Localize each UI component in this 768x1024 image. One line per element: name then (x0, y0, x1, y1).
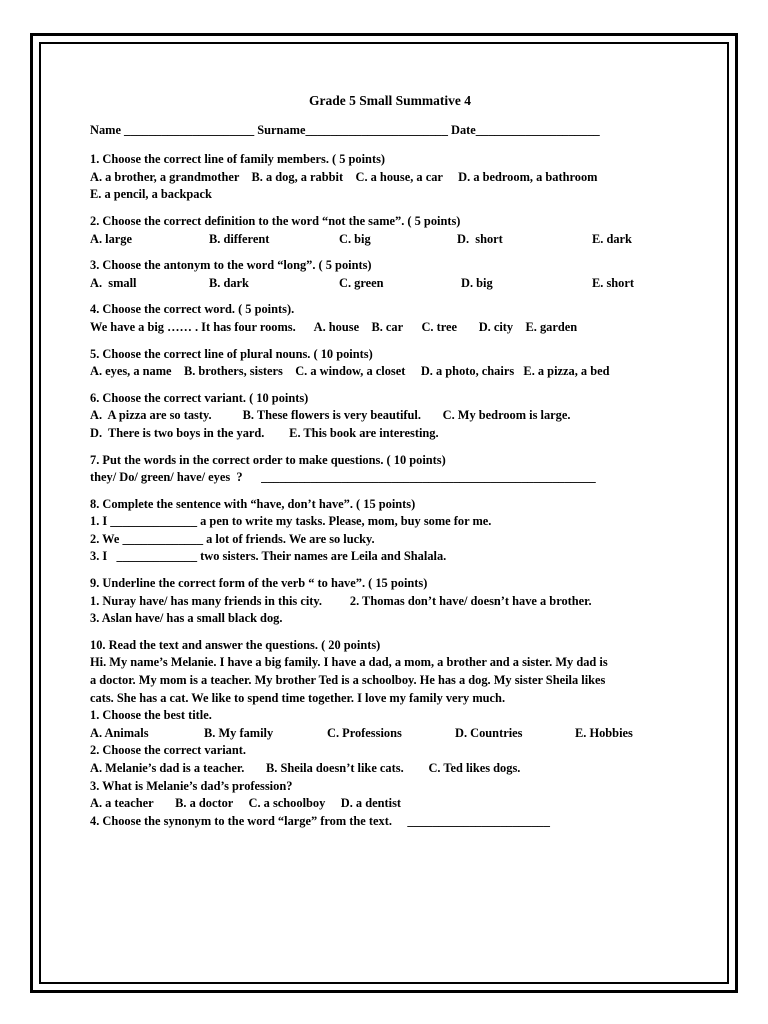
question-2-option-a: A. large (90, 231, 132, 246)
question-3-option-e: E. short (592, 275, 634, 290)
question-3-option-a: A. small (90, 275, 137, 290)
question-9-sentences-line-2: 3. Aslan have/ has a small black dog. (90, 611, 283, 626)
question-9-sentences-line-1: 1. Nuray have/ has many friends in this city. 2. Thomas don’t have/ doesn’t have a brother. (90, 593, 592, 608)
question-2-prompt: 2. Choose the correct definition to the word “not the same”. ( 5 points) (90, 213, 461, 228)
question-7-prompt: 7. Put the words in the correct order to make questions. ( 10 points) (90, 452, 446, 467)
question-7 (90, 452, 690, 487)
question-1-options-line-1: A. a brother, a grandmother B. a dog, a rabbit C. a house, a car D. a bedroom, a bathroom (90, 169, 598, 184)
reading-text-line-3: cats. She has a cat. We like to spend time together. I love my family very much. (90, 690, 506, 705)
question-2-option-c: C. big (339, 231, 371, 246)
question-4 (90, 301, 690, 336)
question-8-sentence-1: 1. I ______________ a pen to write my tasks. Please, mom, buy some for me. (90, 514, 492, 529)
question-5-options: A. eyes, a name B. brothers, sisters C. a window, a closet D. a photo, chairs E. a pizza, a bed (90, 364, 610, 379)
question-8-sentence-2: 2. We _____________ a lot of friends. We are so lucky. (90, 531, 375, 546)
subquestion-1-options (90, 725, 690, 743)
question-3-option-d: D. big (461, 275, 493, 290)
subquestion-1-option-c: C. Professions (327, 725, 402, 740)
question-1 (90, 151, 690, 204)
question-3-options (90, 275, 690, 293)
question-8-prompt: 8. Complete the sentence with “have, don’t have”. ( 15 points) (90, 496, 416, 511)
question-3 (90, 257, 690, 292)
question-2-options (90, 231, 690, 249)
subquestion-1-option-b: B. My family (204, 725, 274, 740)
question-4-sentence-options: We have a big …… . It has four rooms. A. house B. car C. tree D. city E. garden (90, 319, 578, 334)
question-3-option-c: C. green (339, 275, 384, 290)
question-3-option-b: B. dark (209, 275, 249, 290)
question-6 (90, 390, 690, 443)
name-surname-date-line: Name _____________________ Surname_______________________ Date____________________ (90, 122, 600, 137)
question-5-prompt: 5. Choose the correct line of plural nouns. ( 10 points) (90, 346, 373, 361)
subquestion-1-prompt: 1. Choose the best title. (90, 708, 212, 723)
question-7-words-answer-line: they/ Do/ green/ have/ eyes ? ______________________________________________________ (90, 470, 596, 485)
subquestion-1-option-e: E. Hobbies (575, 725, 633, 740)
question-1-prompt: 1. Choose the correct line of family members. ( 5 points) (90, 152, 386, 167)
question-3-prompt: 3. Choose the antonym to the word “long”. ( 5 points) (90, 258, 372, 273)
question-10-prompt: 10. Read the text and answer the questions. ( 20 points) (90, 637, 381, 652)
question-6-options-line-1: A. A pizza are so tasty. B. These flowers is very beautiful. C. My bedroom is large. (90, 408, 571, 423)
subquestion-4-prompt-answer-line: 4. Choose the synonym to the word “large” from the text. _______________________ (90, 813, 550, 828)
subquestion-2-options: A. Melanie’s dad is a teacher. B. Sheila doesn’t like cats. C. Ted likes dogs. (90, 761, 521, 775)
subquestion-2-prompt: 2. Choose the correct variant. (90, 743, 246, 758)
question-2 (90, 213, 690, 248)
subquestion-1-option-a: A. Animals (90, 725, 149, 740)
question-6-options-line-2: D. There is two boys in the yard. E. This book are interesting. (90, 425, 439, 440)
question-8 (90, 496, 690, 566)
question-2-option-d: D. short (457, 231, 503, 246)
worksheet-title: Grade 5 Small Summative 4 (309, 93, 471, 108)
subquestion-1-option-d: D. Countries (455, 725, 523, 740)
subquestion-3-options: A. a teacher B. a doctor C. a schoolboy D. a dentist (90, 796, 402, 811)
question-4-prompt: 4. Choose the correct word. ( 5 points). (90, 302, 295, 317)
question-2-option-b: B. different (209, 231, 270, 246)
worksheet (90, 92, 690, 839)
question-9 (90, 575, 690, 628)
reading-text-line-2: a doctor. My mom is a teacher. My brother Ted is a schoolboy. He has a dog. My sister Sheila likes (90, 673, 606, 688)
question-10 (90, 637, 690, 831)
question-6-prompt: 6. Choose the correct variant. ( 10 points) (90, 390, 309, 405)
question-9-prompt: 9. Underline the correct form of the verb “ to have”. ( 15 points) (90, 576, 428, 591)
reading-text-line-1: Hi. My name’s Melanie. I have a big family. I have a dad, a mom, a brother and a sister. My dad is (90, 655, 608, 670)
question-1-options-line-2: E. a pencil, a backpack (90, 187, 212, 202)
subquestion-3-prompt: 3. What is Melanie’s dad’s profession? (90, 778, 293, 793)
question-8-sentence-3: 3. I _____________ two sisters. Their names are Leila and Shalala. (90, 549, 447, 564)
question-5 (90, 346, 690, 381)
question-2-option-e: E. dark (592, 231, 632, 246)
